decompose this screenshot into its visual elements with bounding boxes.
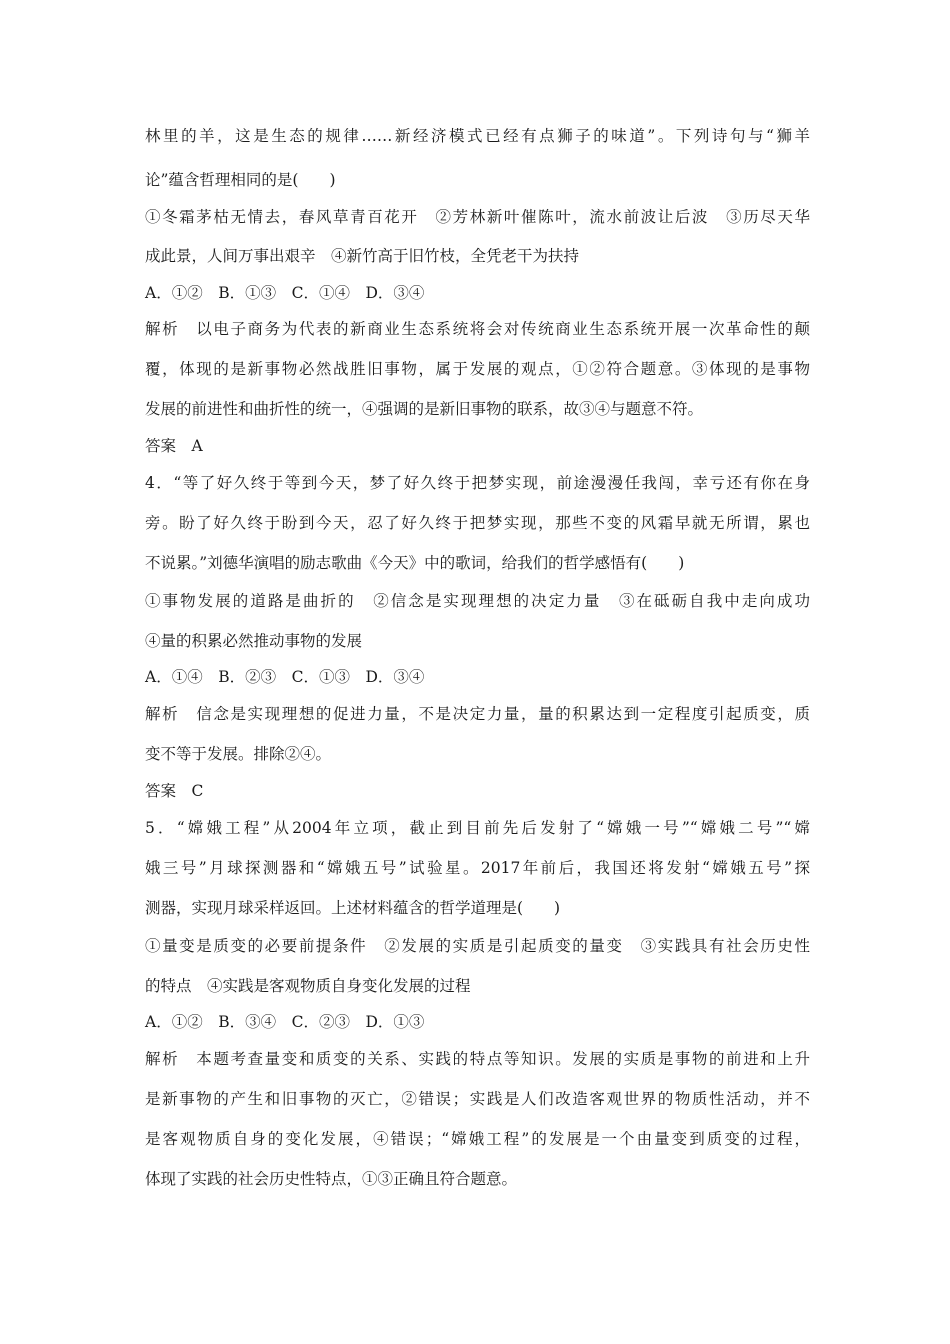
- q5-analysis-line-4: 体现了实践的社会历史性特点，①③正确且符合题意。: [145, 1170, 518, 1188]
- q3-stem-line-2: 论”蕴含哲理相同的是( ): [145, 171, 336, 189]
- q3-stem-line-1: 林里的羊，这是生态的规律……新经济模式已经有点狮子的味道”。下列诗句与“狮羊: [145, 127, 810, 145]
- q4-options-line-2: ④量的积累必然推动事物的发展: [145, 632, 363, 650]
- q4-stem-line-3: 不说累。”刘德华演唱的励志歌曲《今天》中的歌词，给我们的哲学感悟有( ): [145, 554, 685, 572]
- q5-stem-line-1: 5．“嫦娥工程”从2004年立项，截止到目前先后发射了“嫦娥一号”“嫦娥二号”“嫦: [145, 819, 810, 837]
- q3-options-line-1: ①冬霜茅枯无情去，春风草青百花开 ②芳林新叶催陈叶，流水前波让后波 ③历尽天华: [145, 208, 810, 226]
- q5-stem-line-3: 测器，实现月球采样返回。上述材料蕴含的哲学道理是( ): [145, 899, 561, 917]
- q3-analysis-line-1: 解析 以电子商务为代表的新商业生态系统将会对传统商业生态系统开展一次革命性的颠: [145, 320, 810, 338]
- q5-analysis-line-3: 是客观物质自身的变化发展，④错误；“嫦娥工程”的发展是一个由量变到质变的过程，: [145, 1130, 810, 1148]
- q4-analysis-line-1: 解析 信念是实现理想的促进力量，不是决定力量，量的积累达到一定程度引起质变，质: [145, 705, 810, 723]
- q3-choices: A．①② B．①③ C．①④ D．③④: [145, 284, 425, 302]
- q4-answer: 答案 C: [145, 782, 204, 800]
- q5-choices: A．①② B．③④ C．②③ D．①③: [145, 1013, 425, 1031]
- q4-stem-line-1: 4．“等了好久终于等到今天，梦了好久终于把梦实现，前途漫漫任我闯，幸亏还有你在身: [145, 474, 810, 492]
- q4-options-line-1: ①事物发展的道路是曲折的 ②信念是实现理想的决定力量 ③在砥砺自我中走向成功: [145, 592, 810, 610]
- q5-analysis-line-2: 是新事物的产生和旧事物的灭亡，②错误；实践是人们改造客观世界的物质性活动，并不: [145, 1090, 810, 1108]
- q5-options-line-2: 的特点 ④实践是客观物质自身变化发展的过程: [145, 977, 471, 995]
- q4-analysis-line-2: 变不等于发展。排除②④。: [145, 745, 332, 763]
- q5-analysis-line-1: 解析 本题考查量变和质变的关系、实践的特点等知识。发展的实质是事物的前进和上升: [145, 1050, 810, 1068]
- q5-options-line-1: ①量变是质变的必要前提条件 ②发展的实质是引起质变的量变 ③实践具有社会历史性: [145, 937, 810, 955]
- q3-options-line-2: 成此景，人间万事出艰辛 ④新竹高于旧竹枝，全凭老干为扶持: [145, 247, 580, 265]
- q3-analysis-line-2: 覆，体现的是新事物必然战胜旧事物，属于发展的观点，①②符合题意。③体现的是事物: [145, 360, 810, 378]
- q4-choices: A．①④ B．②③ C．①③ D．③④: [145, 668, 425, 686]
- q3-answer: 答案 A: [145, 437, 203, 455]
- q4-stem-line-2: 旁。盼了好久终于盼到今天，忍了好久终于把梦实现，那些不变的风霜早就无所谓，累也: [145, 514, 810, 532]
- q5-stem-line-2: 娥三号”月球探测器和“嫦娥五号”试验星。2017年前后，我国还将发射“嫦娥五号”探: [145, 859, 810, 877]
- q3-analysis-line-3: 发展的前进性和曲折性的统一，④强调的是新旧事物的联系，故③④与题意不符。: [145, 400, 704, 418]
